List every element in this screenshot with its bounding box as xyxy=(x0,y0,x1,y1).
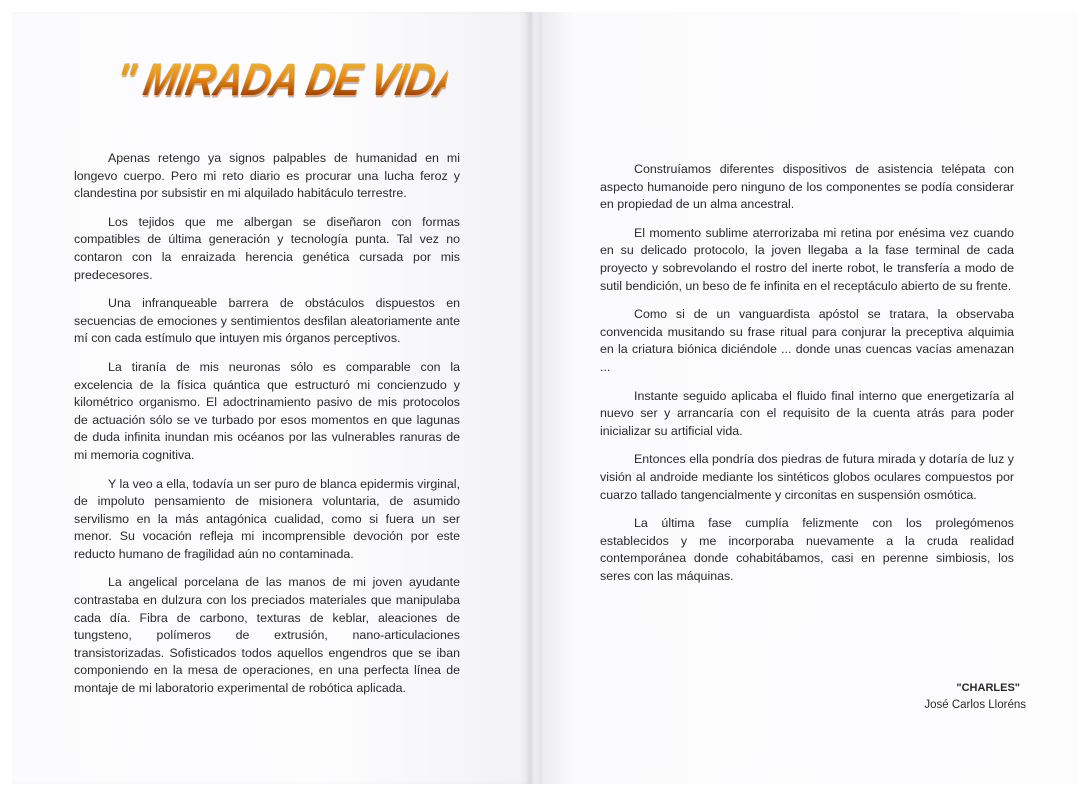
left-page xyxy=(12,12,530,784)
paragraph: El momento sublime aterrorizaba mi retina por enésima vez cuando en su delicado protocolo, la joven llegaba a la fase terminal de cada proyecto y sobrevolando el rostro del inerte robot, le transfería a modo de sutil bendición, un beso de fe infinita en el receptáculo abierto de su frente. xyxy=(600,225,1014,293)
paragraph: Construíamos diferentes dispositivos de asistencia telépata con aspecto humanoide pero ninguno de los componentes se podía considerar en propiedad de un alma ancestral. xyxy=(600,162,1014,212)
paragraph: La angelical porcelana de las manos de mi joven ayudante contrastaba en dulzura con los preciados materiales que manipulaba cada día. Fibra de carbono, texturas de keblar, aleaciones de tungsteno, polímeros de extrusión, nano-articulaciones transistorizadas. Sofisticados todos aquellos engendros que se iban componiendo en la mesa de operaciones, en una perfecta línea de montaje de mi laboratorio experimental de robótica aplicada. xyxy=(74,575,460,696)
signature-name: "CHARLES" xyxy=(956,682,1020,694)
story-title: " MIRADA DE VIDA " xyxy=(111,54,494,106)
left-text-column xyxy=(74,150,460,709)
signature-author: José Carlos Lloréns xyxy=(924,699,1026,711)
right-page xyxy=(542,12,1078,784)
paragraph: Y la veo a ella, todavía un ser puro de blanca epidermis virginal, de impoluto pensamiento de misionera voluntaria, de asumido servilismo en la más antagónica cualidad, como si fuera un ser menor. Su vocación refleja mi incomprensible devoción por este reducto humano de fragilidad aún no contaminada. xyxy=(74,476,460,561)
paragraph: Instante seguido aplicaba el fluido final interno que energetizaría al nuevo ser y arrancaría con el requisito de la cuenta atrás para poder inicializar su artificial vida. xyxy=(600,388,1014,438)
paragraph: Como si de un vanguardista apóstol se tratara, la observaba convencida musitando su frase ritual para conjurar la preceptiva alquimia en la criatura biónica diciéndole ... donde unas cuencas vacías amenazan ... xyxy=(600,307,1014,374)
paragraph: La tiranía de mis neuronas sólo es comparable con la excelencia de la física quántica que estructuró mi concienzudo y kilométrico organismo. El adoctrinamiento pasivo de mis protocolos de actuación sólo se ve turbado por esos momentos en que lagunas de duda infinita inundan mis océanos por las vulnerables ranuras de mi memoria cognitiva. xyxy=(74,359,460,462)
paragraph: Los tejidos que me albergan se diseñaron con formas compatibles de última generación y tecnología punta. Tal vez no contaron con la enraizada herencia genética cursada por mis predecesores. xyxy=(74,214,460,282)
book-spread xyxy=(12,12,1078,784)
paragraph: Una infranqueable barrera de obstáculos dispuestos en secuencias de emociones y sentimientos desfilan aleatoriamente ante mí con cada estímulo que intuyen mis órganos perceptivos. xyxy=(74,296,460,346)
paragraph: La última fase cumplía felizmente con los prolegómenos establecidos y me incorporaba nuevamente a la cruda realidad contemporánea donde cohabitábamos, casi en perenne simbiosis, los seres con las máquinas. xyxy=(600,516,1014,583)
signature-block xyxy=(924,680,1026,714)
right-text-column xyxy=(600,161,1014,596)
page-gutter xyxy=(530,12,542,784)
paragraph: Apenas retengo ya signos palpables de humanidad en mi longevo cuerpo. Pero mi reto diario es procurar una lucha feroz y clandestina por subsistir en mi alquilado habitáculo terrestre. xyxy=(74,151,460,201)
paragraph: Entonces ella pondría dos piedras de futura mirada y dotaría de luz y visión al androide mediante los sintéticos globos oculares compuestos por cuarzo tallado tangencialmente y circonitas en suspensión osmótica. xyxy=(600,452,1014,502)
